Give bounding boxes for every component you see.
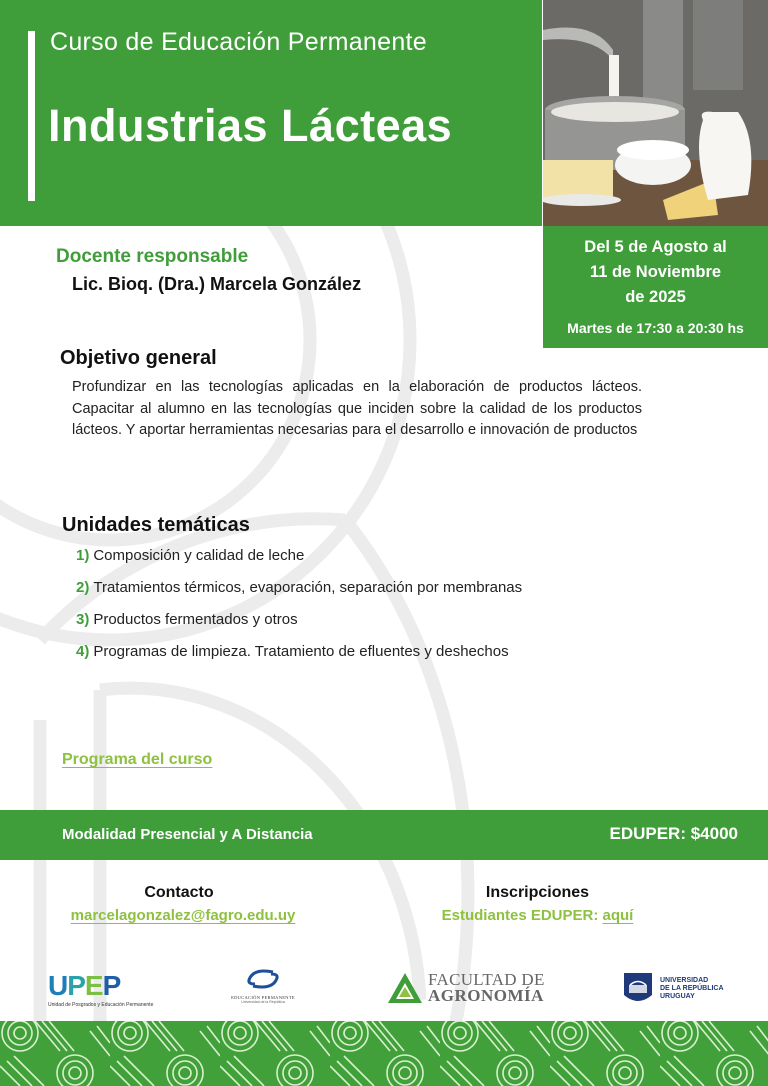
- registration-heading: Inscripciones: [485, 884, 590, 901]
- modality-band: [0, 810, 768, 860]
- dairy-photo-illustration: [543, 0, 768, 226]
- price-text: EDUPER: $4000: [609, 824, 738, 843]
- edperm-caption: EDUCACIÓN PERMANENTE: [231, 995, 295, 1000]
- unit-text: Programas de limpieza. Tratamiento de efluentes y deshechos: [93, 643, 509, 660]
- dates-line-2: 11 de Noviembre: [589, 263, 722, 281]
- unit-text: Tratamientos térmicos, evaporación, separación por membranas: [93, 579, 523, 596]
- unit-text: Composición y calidad de leche: [93, 547, 305, 564]
- upep-letter: U: [48, 970, 68, 1001]
- fagro-line-2: AGRONOMÍA: [428, 986, 544, 1005]
- contact-heading: Contacto: [144, 884, 214, 901]
- unit-item: [76, 643, 509, 660]
- registration-line: [400, 907, 675, 924]
- registration-link[interactable]: aquí: [602, 907, 634, 924]
- schedule-box: [543, 226, 768, 348]
- program-link[interactable]: Programa del curso: [62, 751, 213, 768]
- upep-letter: P: [102, 970, 121, 1001]
- objective-text: Profundizar en las tecnologías aplicadas en la elaboración de productos lácteos. Capacitar al alumno en las tecnologías que inciden sobre la calidad de los productos lácteos. Y aportar herramientas necesarias para el desarrollo e innovación de productos: [72, 379, 642, 438]
- upep-logo: [48, 972, 153, 1008]
- upep-letter: E: [84, 970, 103, 1001]
- unit-number: 2): [76, 579, 90, 596]
- udelar-line-1: UNIVERSIDAD: [660, 977, 709, 984]
- docente-label: Docente responsable: [56, 246, 249, 267]
- educacion-permanente-logo: [228, 968, 298, 1004]
- unit-item: [76, 579, 522, 596]
- udelar-line-3: URUGUAY: [660, 993, 695, 1000]
- contact-email-link[interactable]: marcelagonzalez@fagro.edu.uy: [70, 907, 296, 924]
- facultad-agronomia-logo: [388, 972, 545, 1004]
- udelar-logo: [624, 973, 724, 1005]
- fagro-line-1: FACULTAD DE: [428, 970, 545, 989]
- dates-line-1: Del 5 de Agosto al: [584, 238, 727, 256]
- udelar-shield-icon: [624, 973, 652, 1005]
- modality-text: Modalidad Presencial y A Distancia: [62, 826, 313, 843]
- unit-number: 4): [76, 643, 90, 660]
- circle-line-pattern: [0, 1021, 768, 1086]
- course-title: Industrias Lácteas: [48, 100, 453, 151]
- course-type-subtitle: Curso de Educación Permanente: [50, 28, 427, 56]
- dairy-products-photo: [543, 0, 768, 226]
- udelar-line-2: DE LA REPÚBLICA: [660, 985, 724, 992]
- objective-heading: Objetivo general: [60, 347, 217, 369]
- dates-line-3: de 2025: [625, 288, 686, 306]
- units-heading: Unidades temáticas: [62, 514, 250, 536]
- unit-number: 1): [76, 547, 90, 564]
- header-accent-bar: [28, 31, 35, 201]
- docente-name: Lic. Bioq. (Dra.) Marcela González: [72, 274, 362, 294]
- header-banner: [0, 0, 542, 226]
- edperm-subcaption: Universidad de la República: [241, 1000, 285, 1004]
- agronomia-triangle-icon: [388, 973, 422, 1003]
- course-dates: [543, 235, 768, 310]
- unit-item: [76, 547, 304, 564]
- unit-item: [76, 611, 298, 628]
- registration-prefix: Estudiantes EDUPER:: [441, 907, 603, 924]
- unit-number: 3): [76, 611, 90, 628]
- unit-text: Productos fermentados y otros: [93, 611, 298, 628]
- swirl-icon: [243, 968, 283, 990]
- class-time: Martes de 17:30 a 20:30 hs: [567, 320, 744, 336]
- upep-letter: P: [67, 970, 85, 1001]
- upep-caption: Unidad de Posgrados y Educación Permanente: [48, 1002, 154, 1008]
- footer-pattern-band: [0, 1021, 768, 1086]
